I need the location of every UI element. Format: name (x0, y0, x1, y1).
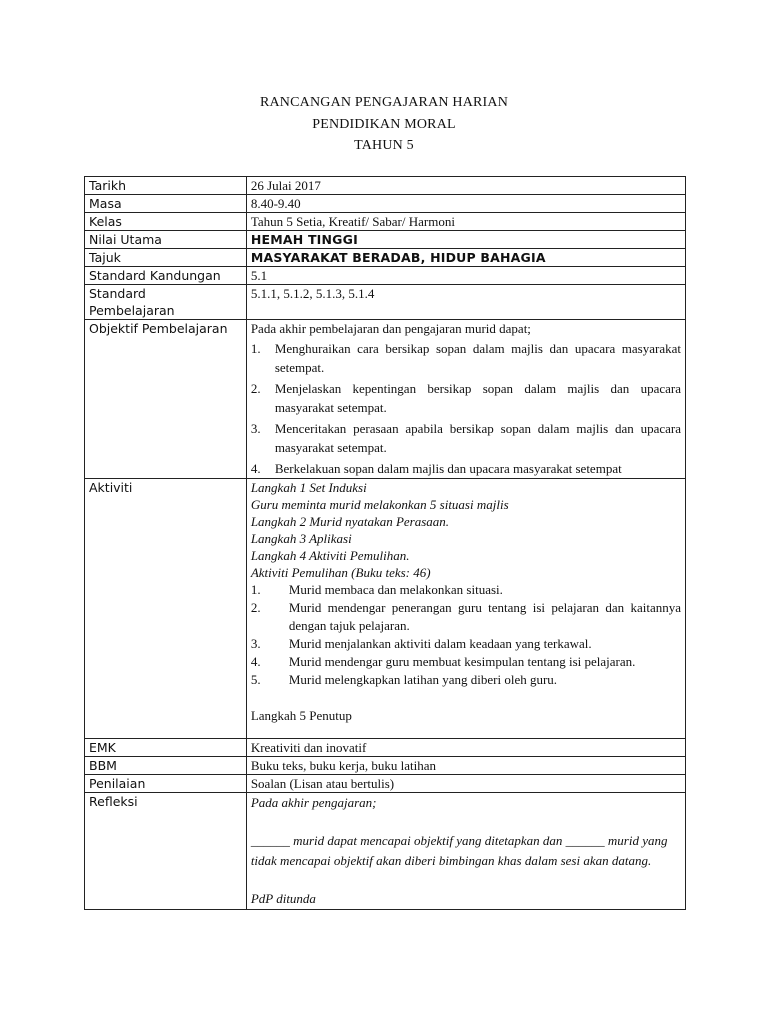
aktiviti-item (251, 599, 681, 635)
row-objektif (85, 320, 686, 479)
row-bbm (85, 757, 686, 775)
row-standard-pembelajaran (85, 285, 686, 320)
objektif-number: 2. (250, 381, 261, 396)
label-tarikh: Tarikh (85, 177, 247, 195)
label-standard-kandungan: Standard Kandungan (85, 267, 247, 285)
refleksi-statement: ______ murid dapat mencapai objektif yang ditetapkan dan ______ murid yang tidak mencapai objektif akan diberi bimbingan khas dalam sesi akan datang. (250, 833, 668, 868)
aktiviti-number: 1. (250, 582, 261, 597)
row-tarikh (85, 177, 686, 195)
doc-year: TAHUN 5 (354, 138, 414, 153)
aktiviti-number: 3. (250, 636, 261, 651)
label-standard-pembelajaran (85, 285, 247, 320)
langkah-3: Langkah 3 Aplikasi (250, 531, 352, 546)
objektif-text: Menceritakan perasaan apabila bersikap sopan dalam majlis dan upacara masyarakat setempat. (274, 421, 681, 455)
value-aktiviti (246, 479, 685, 739)
label-objektif: Objektif Pembelajaran (85, 320, 247, 479)
label-emk: EMK (85, 739, 247, 757)
label-refleksi: Refleksi (85, 793, 247, 910)
spacer (251, 813, 681, 831)
objektif-text: Menghuraikan cara bersikap sopan dalam majlis dan upacara masyarakat setempat. (274, 341, 681, 375)
objektif-text: Berkelakuan sopan dalam majlis dan upacara masyarakat setempat (274, 461, 622, 476)
value-bbm: Buku teks, buku kerja, buku latihan (246, 757, 685, 775)
langkah-1: Langkah 1 Set Induksi (250, 480, 367, 495)
objektif-number: 4. (250, 461, 261, 476)
value-emk: Kreativiti dan inovatif (246, 739, 685, 757)
label-tajuk: Tajuk (85, 249, 247, 267)
row-nilai-utama (85, 231, 686, 249)
label-masa: Masa (85, 195, 247, 213)
value-nilai-utama: HEMAH TINGGI (246, 231, 685, 249)
aktiviti-text: Murid mendengar guru membuat kesimpulan tentang isi pelajaran. (288, 654, 636, 669)
value-tarikh: 26 Julai 2017 (246, 177, 685, 195)
value-tajuk: MASYARAKAT BERADAB, HIDUP BAHAGIA (246, 249, 685, 267)
aktiviti-item (251, 635, 681, 653)
aktiviti-text: Murid menjalankan aktiviti dalam keadaan yang terkawal. (288, 636, 592, 651)
value-masa: 8.40-9.40 (246, 195, 685, 213)
aktiviti-item (251, 653, 681, 671)
value-penilaian: Soalan (Lisan atau bertulis) (246, 775, 685, 793)
spacer (251, 724, 681, 738)
row-standard-kandungan (85, 267, 686, 285)
objektif-item (251, 419, 681, 457)
refleksi-intro: Pada akhir pengajaran; (250, 795, 377, 810)
aktiviti-text: Murid membaca dan melakonkan situasi. (288, 582, 503, 597)
langkah-2: Langkah 2 Murid nyatakan Perasaan. (250, 514, 450, 529)
value-kelas: Tahun 5 Setia, Kreatif/ Sabar/ Harmoni (246, 213, 685, 231)
row-kelas (85, 213, 686, 231)
langkah-4: Langkah 4 Aktiviti Pemulihan. (250, 548, 410, 563)
value-refleksi (246, 793, 685, 910)
aktiviti-item (251, 671, 681, 689)
label-penilaian: Penilaian (85, 775, 247, 793)
objektif-item (251, 379, 681, 417)
label-kelas: Kelas (85, 213, 247, 231)
row-tajuk (85, 249, 686, 267)
row-aktiviti (85, 479, 686, 739)
spacer (251, 871, 681, 889)
objektif-intro: Pada akhir pembelajaran dan pengajaran murid dapat; (250, 321, 531, 336)
aktiviti-number: 5. (250, 672, 261, 687)
label-nilai-utama: Nilai Utama (85, 231, 247, 249)
label-aktiviti: Aktiviti (85, 479, 247, 739)
aktiviti-list (251, 581, 681, 689)
label-bbm: BBM (85, 757, 247, 775)
aktiviti-item (251, 581, 681, 599)
lesson-plan-table (84, 176, 686, 910)
value-standard-kandungan: 5.1 (246, 267, 685, 285)
value-standard-pembelajaran: 5.1.1, 5.1.2, 5.1.3, 5.1.4 (246, 285, 685, 320)
value-objektif (246, 320, 685, 479)
objektif-number: 3. (250, 421, 261, 436)
langkah-4-detail: Aktiviti Pemulihan (Buku teks: 46) (250, 565, 431, 580)
doc-subject: PENDIDIKAN MORAL (312, 117, 456, 132)
langkah-5: Langkah 5 Penutup (250, 708, 352, 723)
aktiviti-number: 4. (250, 654, 261, 669)
objektif-list (251, 339, 681, 478)
objektif-number: 1. (250, 341, 261, 356)
objektif-item (251, 339, 681, 377)
row-masa (85, 195, 686, 213)
aktiviti-text: Murid melengkapkan latihan yang diberi oleh guru. (288, 672, 558, 687)
refleksi-pdp: PdP ditunda (250, 891, 316, 906)
objektif-item (251, 459, 681, 478)
objektif-text: Menjelaskan kepentingan bersikap sopan dalam majlis dan upacara masyarakat setempat. (274, 381, 681, 415)
row-emk (85, 739, 686, 757)
aktiviti-number: 2. (250, 600, 261, 615)
row-refleksi (85, 793, 686, 910)
row-penilaian (85, 775, 686, 793)
spacer (251, 689, 681, 707)
aktiviti-text: Murid mendengar penerangan guru tentang isi pelajaran dan kaitannya dengan tajuk pelajaran. (288, 600, 681, 633)
langkah-1-detail: Guru meminta murid melakonkan 5 situasi majlis (250, 497, 509, 512)
label-standard-line2: Pembelajaran (89, 303, 175, 318)
doc-title: RANCANGAN PENGAJARAN HARIAN (259, 95, 509, 110)
label-standard-line1: Standard (89, 286, 146, 301)
